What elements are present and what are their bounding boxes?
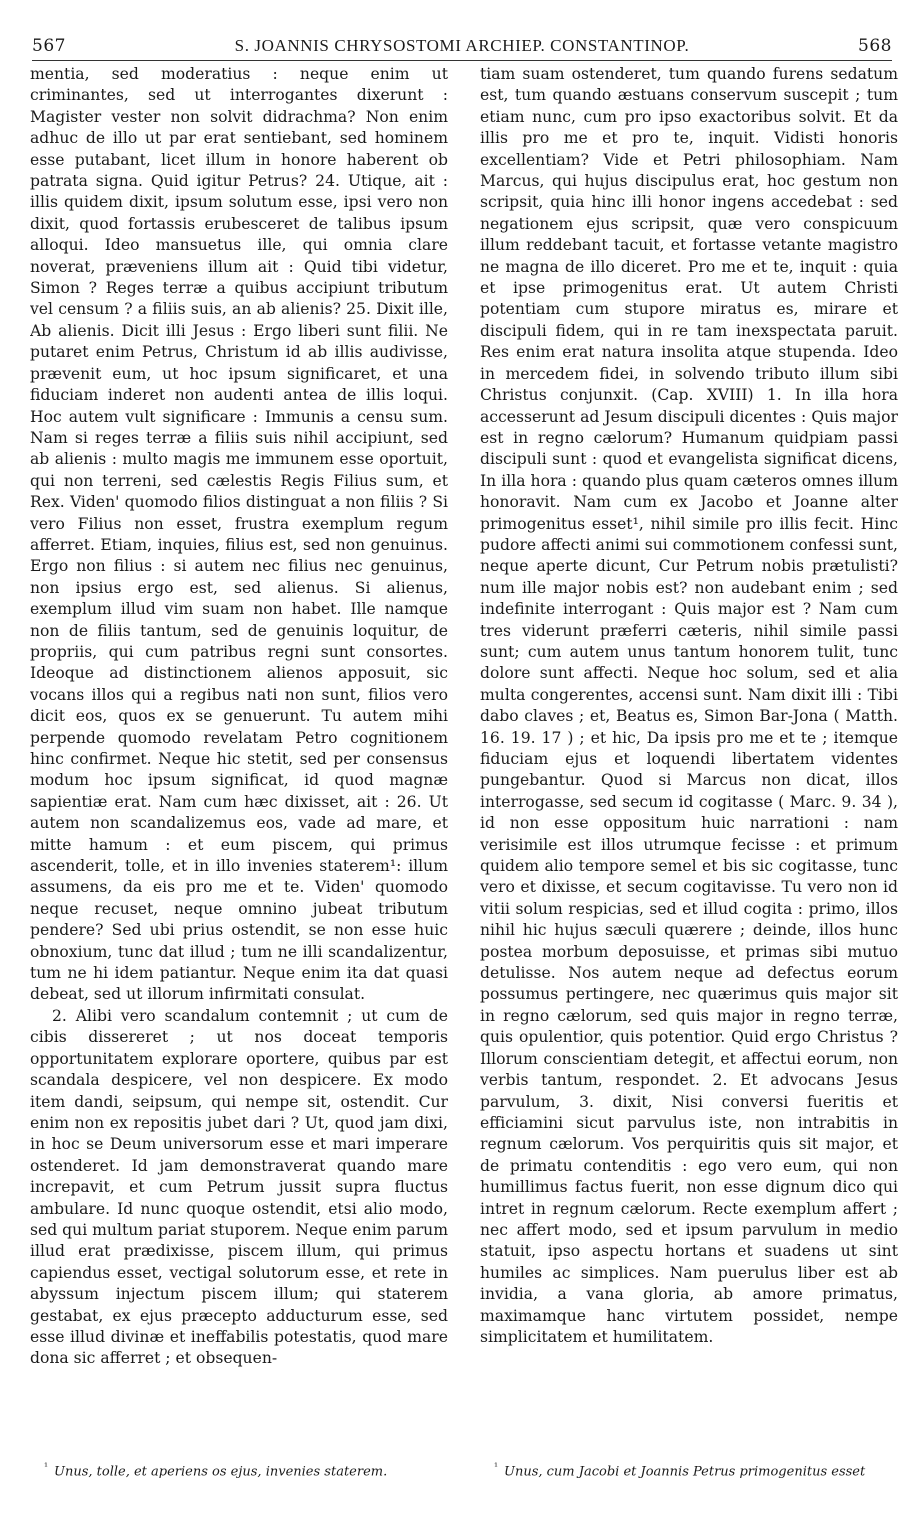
- left-column-paragraph-2: 2. Alibi vero scandalum contemnit ; ut cum de cibis dissereret ; ut nos doceat temporis opportunitatem explorare oportere, quibus par est scandala despicere, vel non despicere. Ex modo item dandi, seipsum, qui nempe sit, ostendit. Cur enim non ex repositis jubet dari ? Ut, quod jam dixi, in hoc se Deum universorum esse et mari imperare ostenderet. Id jam demonstraverat quando mare increpavit, et cum Petrum jussit supra fluctus ambulare. Id nunc quoque ostendit, etsi alio modo, sed qui multum pariat stuporem. Neque enim parum illud erat prædixisse, piscem illum, qui primus capiendus esset, vectigal solutorum esse, et rete in abyssum injectum piscem illum; qui staterem gestabat, ex ejus præcepto adducturum esse, sed esse illud divinæ et ineffabilis potestatis, quod mare dona sic afferret ; et obsequen-: [30, 1006, 448, 1368]
- footnotes: [30, 1462, 898, 1479]
- text-columns: [30, 64, 898, 1434]
- left-page-number: 567: [32, 36, 66, 56]
- running-head: [32, 30, 892, 61]
- left-footnote-mark: ¹: [44, 1462, 49, 1473]
- right-footnote: [480, 1462, 898, 1479]
- left-footnote: [30, 1462, 448, 1479]
- running-title: S. JOANNIS CHRYSOSTOMI ARCHIEP. CONSTANTINOP.: [234, 36, 690, 55]
- left-column-paragraph-1: mentia, sed moderatius : neque enim ut criminantes, sed ut interrogantes dixerunt : Magister vester non solvit didrachma? Non enim adhuc de illo ut par erat sentiebant, sed hominem esse putabant, licet illum in honore haberent ob patrata signa. Quid igitur Petrus? 24. Utique, ait : illis quidem dixit, ipsum solutum esse, ipsi vero non dixit, quod fortassis erubesceret de talibus ipsum alloqui. Ideo mansuetus ille, qui omnia clare noverat, præveniens illum ait : Quid tibi videtur, Simon ? Reges terræ a quibus accipiunt tributum vel censum ? a filiis suis, an ab alienis? 25. Dixit ille, Ab alienis. Dicit illi Jesus : Ergo liberi sunt filii. Ne putaret enim Petrus, Christum id ab illis audivisse, prævenit eum, ut hoc ipsum significaret, et una fiduciam inderet non audenti antea de illis loqui. Hoc autem vult significare : Immunis a censu sum. Nam si reges terræ a filiis suis nihil accipiunt, sed ab alienis : multo magis me immunem esse oportuit, qui non terreni, sed cælestis Regis Filius sum, et Rex. Viden' quomodo filios distinguat a non filiis ? Si vero Filius non esset, frustra exemplum regum afferret. Etiam, inquies, filius est, sed non genuinus. Ergo non filius : si autem nec filius nec genuinus, non ipsius ergo est, sed alienus. Si alienus, exemplum illud vim suam non habet. Ille namque non de filiis tantum, sed de genuinis loquitur, de propriis, qui cum patribus regni sunt consortes. Ideoque ad distinctionem alienos apposuit, sic vocans illos qui a regibus nati non sunt, filios vero dicit eos, quos ex se genuerunt. Tu autem mihi perpende quomodo revelatam Petro cognitionem hinc confirmet. Neque hic stetit, sed per consensus modum hoc ipsum significat, id quod magnæ sapientiæ erat. Nam cum hæc dixisset, ait : 26. Ut autem non scandalizemus eos, vade ad mare, et mitte hamum : et eum piscem, qui primus ascenderit, tolle, et in illo invenies staterem¹: illum assumens, da eis pro me et te. Viden' quomodo neque recuset, neque omnino jubeat tributum pendere? Sed ubi prius ostendit, se non esse huic obnoxium, tunc dat illud ; tum ne illi scandalizentur, tum ne hi idem patiantur. Neque enim ita dat quasi debeat, sed ut illorum infirmitati consulat.: [30, 65, 448, 1004]
- right-page-number: 568: [858, 36, 892, 56]
- right-footnote-mark: ¹: [494, 1462, 499, 1473]
- right-column: [480, 64, 898, 1434]
- right-footnote-text: Unus, cum Jacobi et Joannis Petrus primogenitus esset: [504, 1464, 866, 1480]
- left-footnote-text: Unus, tolle, et aperiens os ejus, invenies staterem.: [54, 1464, 388, 1480]
- left-column: [30, 64, 448, 1434]
- right-column-paragraph-1: tiam suam ostenderet, tum quando furens sedatum est, tum quando æstuans conservum suscepit ; tum etiam nunc, cum pro ipso exactoribus solvit. Et da illis pro me et pro te, inquit. Vidisti honoris excellentiam? Vide et Petri philosophiam. Nam Marcus, qui hujus discipulus erat, hoc gestum non scripsit, quia hinc illi honor ingens accedebat : sed negationem ejus scripsit, quæ vero conspicuum illum reddebant tacuit, et fortasse vetante magistro ne magna de illo diceret. Pro me et te, inquit : quia et ipse primogenitus erat. Ut autem Christi potentiam cum stupore miratus es, mirare et discipuli fidem, qui in re tam inexspectata paruit. Res enim erat natura insolita atque stupenda. Ideo in mercedem fidei, in solvendo tributo illum sibi Christus conjunxit. (Cap. XVIII) 1. In illa hora accesserunt ad Jesum discipuli dicentes : Quis major est in regno cælorum? Humanum quidpiam passi discipuli sunt : quod et evangelista significat dicens, In illa hora : quando plus quam cæteros omnes illum honoravit. Nam cum ex Jacobo et Joanne alter primogenitus esset¹, nihil simile pro illis fecit. Hinc pudore affecti animi sui commotionem confessi sunt, neque aperte dicunt, Cur Petrum nobis prætulisti? num ille major nobis est? non audebant enim ; sed indefinite interrogant : Quis major est ? Nam cum tres viderunt præferri cæteris, nihil simile passi sunt; cum autem unus tantum honorem tulit, tunc dolore sunt affecti. Neque hoc solum, sed et alia multa congerentes, accensi sunt. Nam dixit illi : Tibi dabo claves ; et, Beatus es, Simon Bar-Jona ( Matth. 16. 19. 17 ) ; et hic, Da ipsis pro me et te ; itemque fiduciam ejus et loquendi libertatem videntes pungebantur. Quod si Marcus non dicat, illos interrogasse, sed secum id cogitasse ( Marc. 9. 34 ), id non esse oppositum huic narrationi : nam verisimile est illos utrumque fecisse : et primum quidem alio tempore semel et bis sic cogitasse, tunc vero et dixisse, et secum cogitavisse. Tu vero non id vitii solum respicias, sed et illud cogita : primo, illos nihil hic hujus sæculi quærere ; deinde, illos hunc postea morbum deposuisse, et primas sibi mutuo detulisse. Nos autem neque ad defectus eorum possumus pertingere, nec quærimus quis major sit in regno cælorum, sed quis major in regno terræ, quis opulentior, quis potentior. Quid ergo Christus ? Illorum conscientiam detegit, et affectui eorum, non verbis tantum, respondet. 2. Et advocans Jesus parvulum, 3. dixit, Nisi conversi fueritis et efficiamini sicut parvulus iste, non intrabitis in regnum cælorum. Vos perquiritis quis sit major, et de primatu contenditis : ego vero eum, qui non humillimus factus fuerit, non esse dignum dico qui intret in regnum cælorum. Recte exemplum affert ; nec affert modo, sed et ipsum parvulum in medio statuit, ipso aspectu hortans et suadens ut sint humiles ac simplices. Nam puerulus liber est ab invidia, a vana gloria, ab amore primatus, maximamque hanc virtutem possidet, nempe simplicitatem et humilitatem.: [480, 65, 898, 1346]
